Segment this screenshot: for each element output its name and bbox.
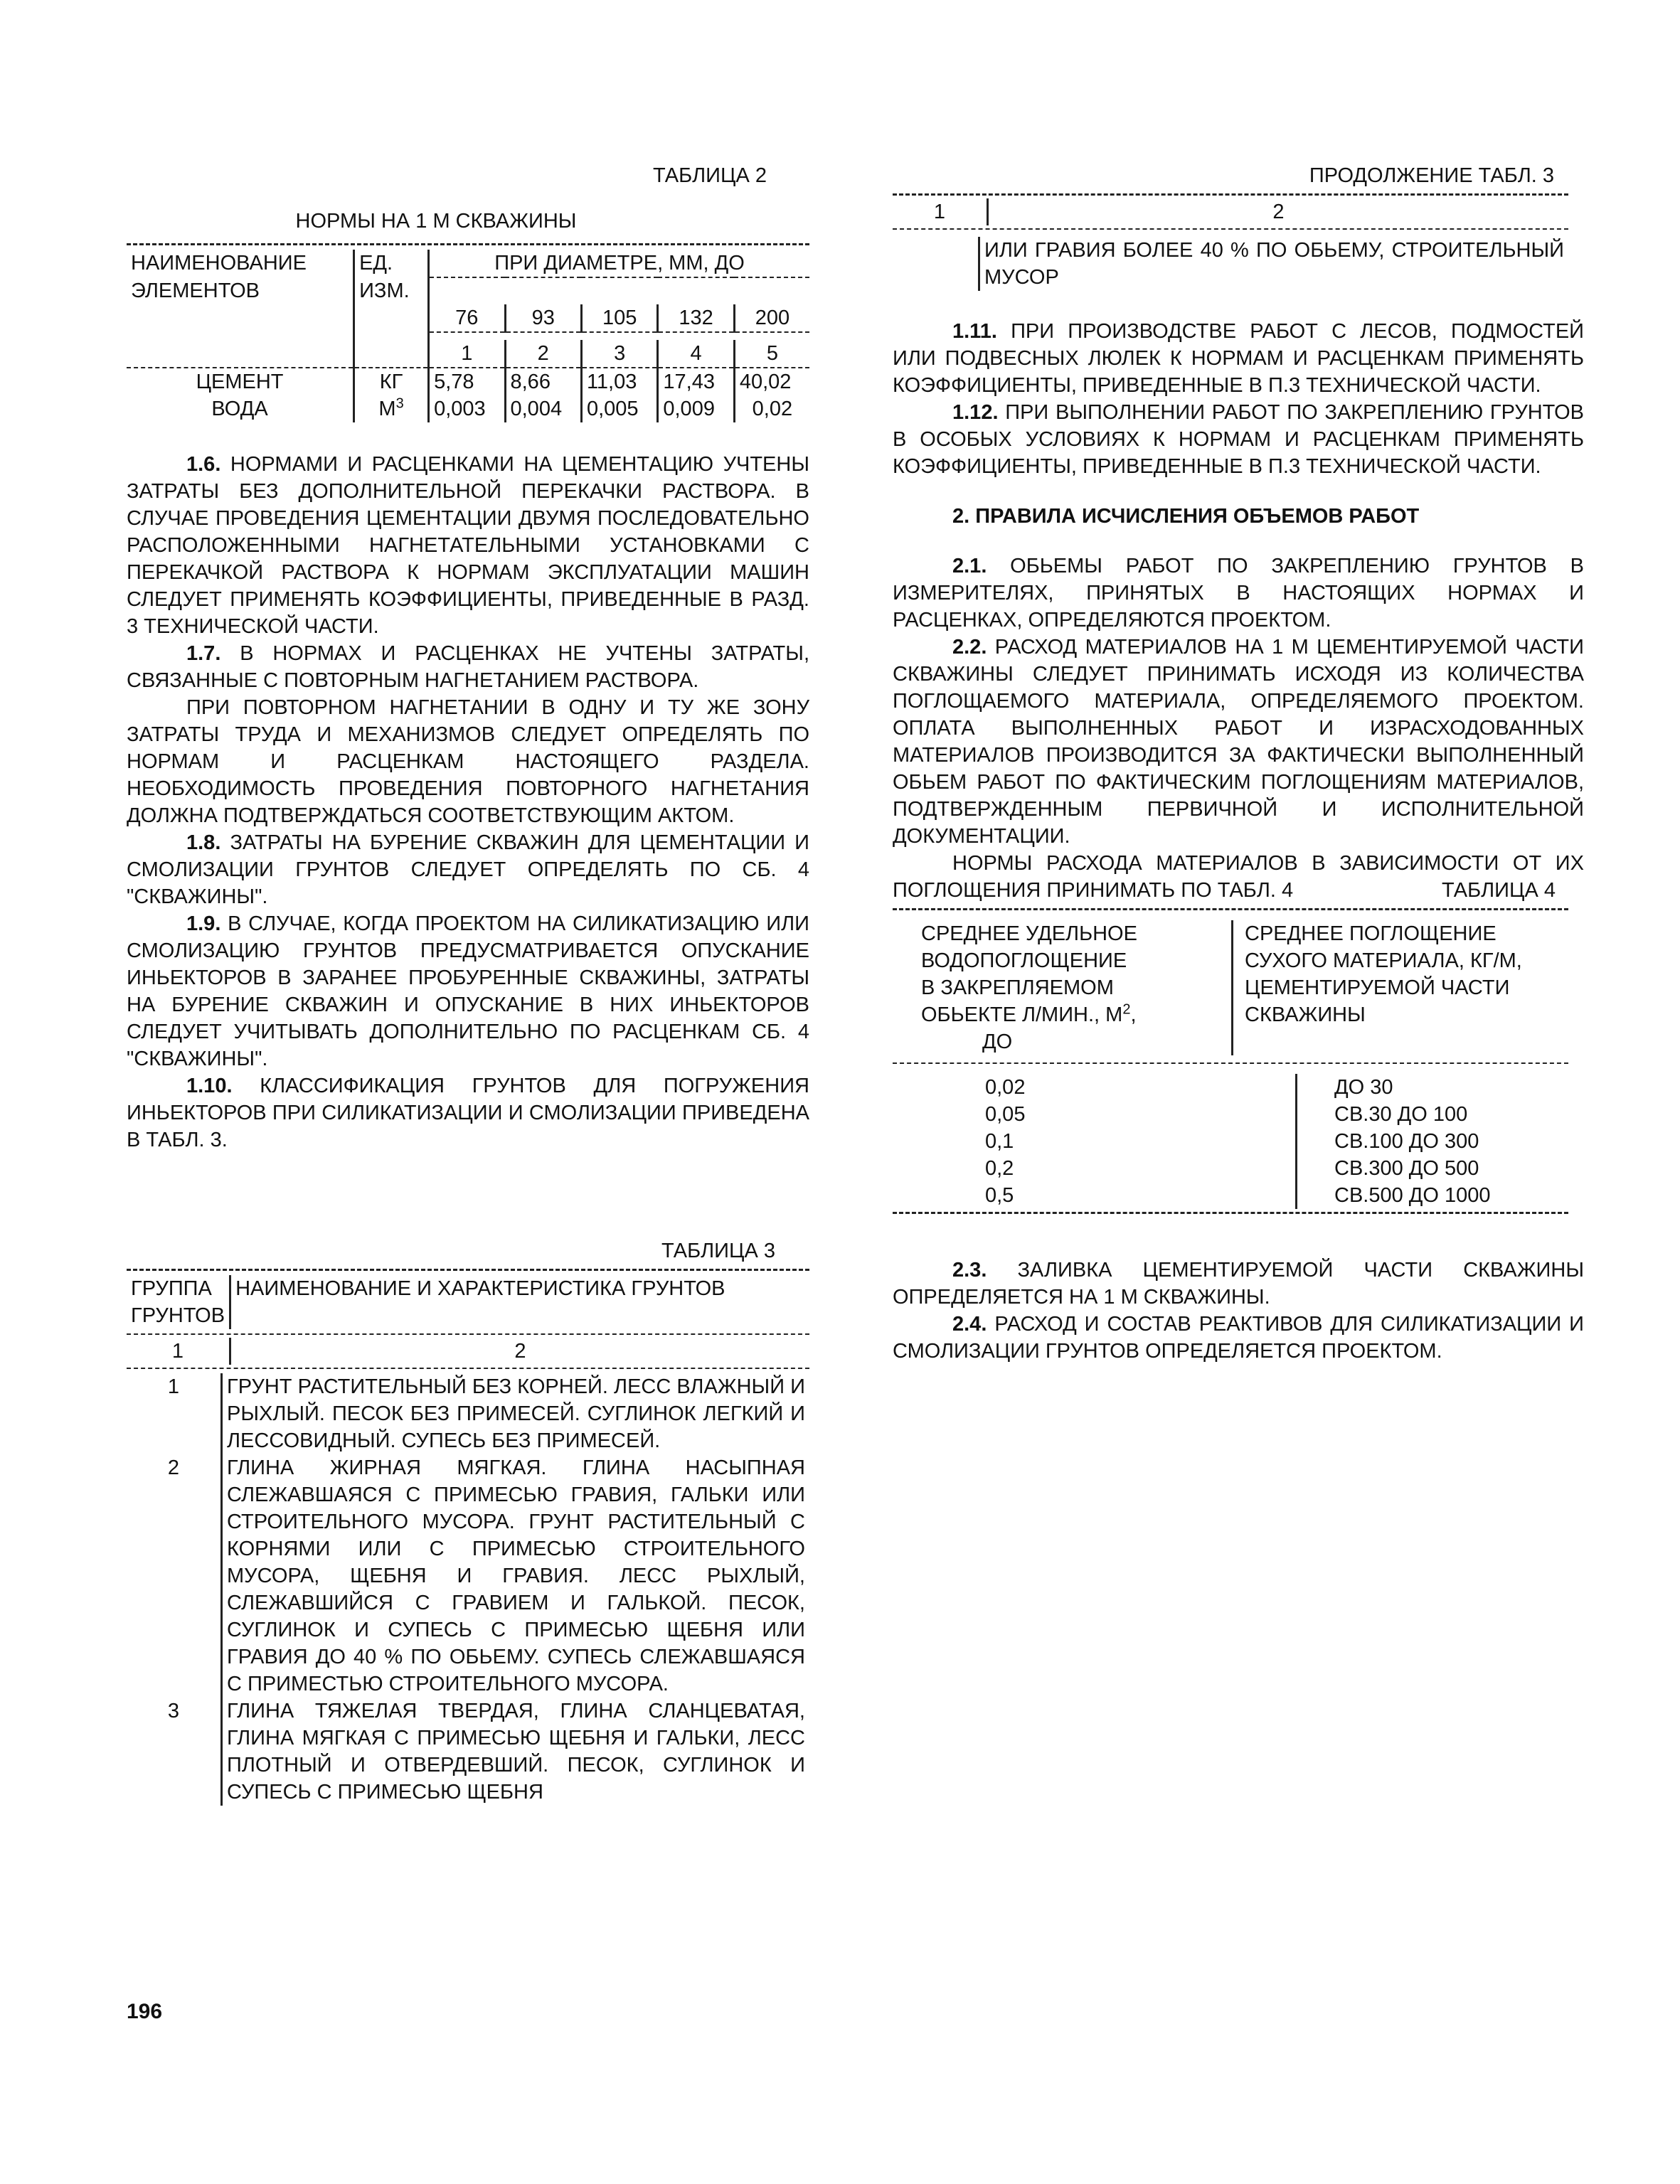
table3-head-group-2: ГРУНТОВ — [131, 1304, 225, 1327]
table2-row-name: ВОДА — [211, 398, 268, 420]
table2-head-unit-2: ИЗМ. — [354, 277, 429, 304]
para-num: 2.3. — [952, 1259, 987, 1282]
para-1-7b: ПРИ ПОВТОРНОМ НАГНЕТАНИИ В ОДНУ И ТУ ЖЕ ЗОНУ ЗАТРАТЫ ТРУДА И МЕХАНИЗМОВ СЛЕДУЕТ ОПРЕДЕЛЯТЬ ПО НОРМАМ И РАСЦЕНКАМ НАСТОЯЩЕГО РАЗДЕЛА. НЕОБХОДИМОСТЬ ПРОВЕДЕНИЯ ПОВТОРНОГО НАГНЕТАНИЯ ДОЛЖНА ПОДТВЕРЖДАТЬСЯ СООТВЕТСТВУЮЩИМ АКТОМ. — [127, 696, 809, 827]
section-2-heading: 2. ПРАВИЛА ИСЧИСЛЕНИЯ ОБЪЕМОВ РАБОТ — [952, 505, 1420, 528]
table4-head-right-line: ЦЕМЕНТИРУЕМОЙ ЧАСТИ — [1245, 976, 1510, 999]
table2-cell: 0,004 — [505, 395, 581, 422]
table-row — [127, 368, 809, 395]
para-text: НОРМЫ РАСХОДА МАТЕРИАЛОВ В ЗАВИСИМОСТИ ОТ ИХ ПОГЛОЩЕНИЯ ПРИНИМАТЬ ПО ТАБЛ. 4 — [893, 852, 1584, 902]
table3-rule — [127, 1333, 809, 1335]
table3-body — [127, 1373, 809, 1806]
table2-cell: 8,66 — [505, 368, 581, 395]
para-num: 2.4. — [952, 1313, 987, 1336]
table2-cell: 0,02 — [734, 395, 809, 422]
table4-cell-a: 0,2 — [985, 1157, 1014, 1180]
para-1-10 — [127, 1072, 809, 1154]
table3-caption: ТАБЛИЦА 3 — [661, 1240, 775, 1262]
table2-row-unit: М — [378, 398, 396, 420]
left-column — [127, 162, 809, 1806]
para-num: 1.12. — [952, 401, 999, 424]
table3-group: 3 — [167, 1700, 180, 1722]
table-row — [127, 1454, 809, 1698]
table3-cont-rule — [893, 228, 1568, 230]
table2-cell: 17,43 — [658, 368, 734, 395]
para-2-1 — [893, 553, 1584, 634]
para-1-6 — [127, 451, 809, 640]
para-2-3 — [893, 1257, 1584, 1311]
table2-col-num: 4 — [658, 340, 734, 368]
para-num: 2.2. — [952, 636, 987, 659]
para-text: В НОРМАХ И РАСЦЕНКАХ НЕ УЧТЕНЫ ЗАТРАТЫ, СВЯЗАННЫЕ С ПОВТОРНЫМ НАГНЕТАНИЕМ РАСТВОРА. — [127, 642, 809, 692]
table2-col-num: 3 — [581, 340, 657, 368]
table4-head-left-line-unit — [921, 1001, 1227, 1028]
table4-cell-b: СВ.30 ДО 100 — [1297, 1101, 1569, 1128]
table4-cell-a: 0,1 — [985, 1130, 1014, 1153]
para-num: 2.1. — [952, 555, 987, 577]
table4-head-right-line: СУХОГО МАТЕРИАЛА, КГ/М, — [1245, 949, 1522, 972]
table4-head-left-line: ОБЬЕКТЕ Л/МИН., М — [921, 1003, 1123, 1026]
table2-head-unit-1: ЕД. — [354, 250, 429, 277]
table2-cell: 11,03 — [581, 368, 657, 395]
para-1-9 — [127, 910, 809, 1072]
table2-row-unit-cell — [354, 395, 429, 422]
para-1-8 — [127, 829, 809, 910]
table-row — [893, 1155, 1568, 1182]
table2-cell: 5,78 — [429, 368, 505, 395]
para-1-7 — [127, 640, 809, 694]
table3-cont-body — [893, 237, 1568, 291]
para-2-2b — [893, 850, 1584, 904]
table4-cell-a: 0,05 — [985, 1103, 1026, 1126]
table2-cell: 0,009 — [658, 395, 734, 422]
table2-diameter: 200 — [734, 304, 809, 332]
table3-group: 1 — [167, 1375, 180, 1398]
para-text: РАСХОД И СОСТАВ РЕАКТИВОВ ДЛЯ СИЛИКАТИЗАЦИИ И СМОЛИЗАЦИИ ГРУНТОВ ОПРЕДЕЛЯЕТСЯ ПРОЕКТОМ. — [893, 1313, 1584, 1363]
table2 — [127, 250, 809, 422]
table2-row-unit-sup: 3 — [395, 395, 404, 412]
table3-header — [127, 1275, 809, 1329]
table3-cont-colnums — [893, 198, 1568, 225]
para-num: 1.10. — [186, 1075, 233, 1097]
table4-head-left — [893, 920, 1233, 1055]
table4-caption: ТАБЛИЦА 4 — [1442, 879, 1556, 902]
table4-head-left-line: СРЕДНЕЕ УДЕЛЬНОЕ — [921, 922, 1137, 945]
table2-title: НОРМЫ НА 1 М СКВАЖИНЫ — [295, 210, 577, 233]
table-row — [127, 395, 809, 422]
table2-top-rule — [127, 243, 809, 245]
para-2-2 — [893, 634, 1584, 850]
table2-diameter: 93 — [505, 304, 581, 332]
para-text: ОБЬЕМЫ РАБОТ ПО ЗАКРЕПЛЕНИЮ ГРУНТОВ В ИЗМЕРИТЕЛЯХ, ПРИНЯТЫХ В НАСТОЯЩИХ НОРМАХ И РАСЦЕНКАХ, ОПРЕДЕЛЯЮТСЯ ПРОЕКТОМ. — [893, 555, 1584, 632]
para-text: РАСХОД МАТЕРИАЛОВ НА 1 М ЦЕМЕНТИРУЕМОЙ ЧАСТИ СКВАЖИНЫ СЛЕДУЕТ ПРИНИМАТЬ ИСХОДЯ ИЗ КОЛИЧЕСТВА ПОГЛОЩАЕМОГО МАТЕРИАЛА, ОПРЕДЕЛЯЕМОГО ПРОЕКТОМ. ОПЛАТА ВЫПОЛНЕННЫХ РАБОТ И ИЗРАСХОДОВАННЫХ МАТЕРИАЛОВ ПРОИЗВОДИТСЯ ЗА ФАКТИЧЕСКИ ВЫПОЛНЕННЫЙ ОБЬЕМ РАБОТ ПО ФАКТИЧЕСКИМ ПОГЛОЩЕНИЯМ МАТЕРИАЛОВ, ПОДТВЕРЖДЕННЫМ ПЕРВИЧНОЙ И ИСПОЛНИТЕЛЬНОЙ ДОКУМЕНТАЦИИ. — [893, 636, 1584, 848]
para-1-11 — [893, 318, 1584, 399]
table2-cell: 0,005 — [581, 395, 657, 422]
table3-col2: 2 — [988, 198, 1569, 225]
table2-col-num: 5 — [734, 340, 809, 368]
table2-diameter: 76 — [429, 304, 505, 332]
para-2-4 — [893, 1311, 1584, 1365]
table-row — [893, 1074, 1568, 1101]
table4-head-left-line: ВОДОПОГЛОЩЕНИЕ — [921, 949, 1127, 972]
table4-rule — [893, 1062, 1568, 1064]
table3-text: ГЛИНА ЖИРНАЯ МЯГКАЯ. ГЛИНА НАСЫПНАЯ СЛЕЖАВШАЯСЯ С ПРИМЕСЬЮ ГРАВИЯ, ГАЛЬКИ ИЛИ СТРОИТЕЛЬНОГО МУСОРА. ГРУНТ РАСТИТЕЛЬНЫЙ С КОРНЯМИ ИЛИ С ПРИМЕСЬЮ СТРОИТЕЛЬНОГО МУСОРА, ЩЕБНЯ И ГРАВИЯ. ЛЕСС РЫХЛЫЙ, СЛЕЖАВШИЙСЯ С ГРАВИЕМ И ГАЛЬКОЙ. ПЕСОК, СУГЛИНОК И СУПЕСЬ С ПРИМЕСЬЮ ЩЕБНЯ ИЛИ ГРАВИЯ ДО 40 % ПО ОБЬЕМУ. СУПЕСЬ СЛЕЖАВШАЯСЯ С ПРИМЕСТЬЮ СТРОИТЕЛЬНОГО МУСОРА. — [222, 1454, 810, 1698]
para-num: 1.6. — [186, 453, 221, 476]
page-number: 196 — [127, 2000, 163, 2023]
table4-head-right-line: СРЕДНЕЕ ПОГЛОЩЕНИЕ — [1245, 922, 1496, 945]
para-text: В СЛУЧАЕ, КОГДА ПРОЕКТОМ НА СИЛИКАТИЗАЦИЮ ИЛИ СМОЛИЗАЦИЮ ГРУНТОВ ПРЕДУСМАТРИВАЕТСЯ ОПУСКАНИЕ ИНЬЕКТОРОВ В ЗАРАНЕЕ ПРОБУРЕННЫЕ СКВАЖИНЫ, ЗАТРАТЫ НА БУРЕНИЕ СКВАЖИН И ОПУСКАНИЕ В НИХ ИНЬЕКТОРОВ СЛЕДУЕТ УЧИТЫВАТЬ ДОПОЛНИТЕЛЬНО ПО РАСЦЕНКАМ СБ. 4 "СКВАЖИНЫ". — [127, 912, 809, 1070]
table4-head-sup: 2 — [1122, 1001, 1131, 1018]
table4-head-right — [1233, 920, 1569, 1055]
table3-cont-text: ИЛИ ГРАВИЯ БОЛЕЕ 40 % ПО ОБЬЕМУ, СТРОИТЕЛЬНЫЙ МУСОР — [979, 237, 1569, 291]
table2-row-name: ЦЕМЕНТ — [127, 368, 354, 395]
table4-cell-b: СВ.100 ДО 300 — [1297, 1128, 1569, 1155]
para-num: 1.8. — [186, 831, 221, 854]
table2-col-num: 1 — [429, 340, 505, 368]
table3-continued-caption: ПРОДОЛЖЕНИЕ ТАБЛ. 3 — [1309, 164, 1554, 187]
para-text: ЗАЛИВКА ЦЕМЕНТИРУЕМОЙ ЧАСТИ СКВАЖИНЫ ОПРЕДЕЛЯЕТСЯ НА 1 М СКВАЖИНЫ. — [893, 1259, 1584, 1309]
table3-col1: 1 — [171, 1340, 184, 1363]
table3-colnums — [127, 1338, 809, 1365]
table2-cell: 0,003 — [429, 395, 505, 422]
table2-head-name-2: ЭЛЕМЕНТОВ — [131, 279, 260, 302]
table-row — [127, 1698, 809, 1806]
table4-head-left-line: В ЗАКРЕПЛЯЕМОМ — [921, 976, 1114, 999]
table4-cell-a: 0,5 — [985, 1184, 1014, 1207]
table3-text: ГЛИНА ТЯЖЕЛАЯ ТВЕРДАЯ, ГЛИНА СЛАНЦЕВАТАЯ, ГЛИНА МЯГКАЯ С ПРИМЕСЬЮ ЩЕБНЯ И ГАЛЬКИ, ЛЕСС ПЛОТНЫЙ И ОТВЕРДЕВШИЙ. ПЕСОК, СУГЛИНОК И СУПЕСЬ С ПРИМЕСЬЮ ЩЕБНЯ — [222, 1698, 810, 1806]
para-num: 1.9. — [186, 912, 221, 935]
table2-col-num: 2 — [505, 340, 581, 368]
table3-col1: 1 — [933, 201, 946, 223]
table4-head-right-line: СКВАЖИНЫ — [1245, 1003, 1366, 1026]
table-row — [893, 1182, 1568, 1209]
para-text: ПРИ ВЫПОЛНЕНИИ РАБОТ ПО ЗАКРЕПЛЕНИЮ ГРУНТОВ В ОСОБЫХ УСЛОВИЯХ К НОРМАМ И РАСЦЕНКАМ ПРИМЕНЯТЬ КОЭФФИЦИЕНТЫ, ПРИВЕДЕННЫЕ В П.3 ТЕХНИЧЕСКОЙ ЧАСТИ. — [893, 401, 1584, 478]
table4-header — [893, 920, 1568, 1055]
table3-text: ГРУНТ РАСТИТЕЛЬНЫЙ БЕЗ КОРНЕЙ. ЛЕСС ВЛАЖНЫЙ И РЫХЛЫЙ. ПЕСОК БЕЗ ПРИМЕСЕЙ. СУГЛИНОК ЛЕГКИЙ И ЛЕССОВИДНЫЙ. СУПЕСЬ БЕЗ ПРИМЕСЕЙ. — [222, 1373, 810, 1454]
para-num: 1.7. — [186, 642, 221, 665]
table3-top-rule — [127, 1269, 809, 1271]
table4-cell-b: ДО 30 — [1297, 1074, 1569, 1101]
table-row — [893, 237, 1568, 291]
para-text: КЛАССИФИКАЦИЯ ГРУНТОВ ДЛЯ ПОГРУЖЕНИЯ ИНЬЕКТОРОВ ПРИ СИЛИКАТИЗАЦИИ И СМОЛИЗАЦИИ ПРИВЕДЕНА В ТАБЛ. 3. — [127, 1075, 809, 1151]
table2-row-unit: КГ — [354, 368, 429, 395]
table3-col2: 2 — [230, 1338, 810, 1365]
table4-head-tail: , — [1130, 1003, 1137, 1026]
table2-diameter: 105 — [581, 304, 657, 332]
table2-head-name-1: НАИМЕНОВАНИЕ — [131, 252, 307, 275]
table2-cell: 40,02 — [734, 368, 809, 395]
table3-rule — [127, 1368, 809, 1369]
table4-cell-b: СВ.500 ДО 1000 — [1297, 1182, 1569, 1209]
table-row — [893, 1101, 1568, 1128]
table4-body — [893, 1074, 1568, 1209]
table-row — [893, 1128, 1568, 1155]
table3-head-group-1: ГРУППА — [131, 1277, 212, 1300]
table4-top-rule — [893, 908, 1568, 910]
table2-diameter: 132 — [658, 304, 734, 332]
table-row — [127, 1373, 809, 1454]
para-num: 1.11. — [952, 320, 997, 343]
table3-head-desc: НАИМЕНОВАНИЕ И ХАРАКТЕРИСТИКА ГРУНТОВ — [230, 1275, 809, 1302]
table4-cell-a: 0,02 — [985, 1076, 1026, 1099]
right-column — [893, 162, 1584, 1365]
para-text: НОРМАМИ И РАСЦЕНКАМИ НА ЦЕМЕНТАЦИЮ УЧТЕНЫ ЗАТРАТЫ БЕЗ ДОПОЛНИТЕЛЬНОЙ ПЕРЕКАЧКИ РАСТВОРА. В СЛУЧАЕ ПРОВЕДЕНИЯ ЦЕМЕНТАЦИИ ДВУМЯ ПОСЛЕДОВАТЕЛЬНО РАСПОЛОЖЕННЫМИ НАГНЕТАТЕЛЬНЫМИ УСТАНОВКАМИ С ПЕРЕКАЧКОЙ РАСТВОРА К НОРМАМ ЭКСПЛУАТАЦИИ МАШИН СЛЕДУЕТ ПРИМЕНЯТЬ КОЭФФИЦИЕНТЫ, ПРИВЕДЕННЫЕ В РАЗД. 3 ТЕХНИЧЕСКОЙ ЧАСТИ. — [127, 453, 809, 638]
table3-group: 2 — [167, 1456, 180, 1479]
table4-cell-b: СВ.300 ДО 500 — [1297, 1155, 1569, 1182]
table2-head-diam: ПРИ ДИАМЕТРЕ, ММ, ДО — [429, 250, 809, 277]
table4-head-left-line: ДО — [982, 1030, 1013, 1053]
table3-cont-rule — [893, 193, 1568, 196]
para-text: ПРИ ПРОИЗВОДСТВЕ РАБОТ С ЛЕСОВ, ПОДМОСТЕЙ ИЛИ ПОДВЕСНЫХ ЛЮЛЕК К НОРМАМ И РАСЦЕНКАМ ПРИМЕНЯТЬ КОЭФФИЦИЕНТЫ, ПРИВЕДЕННЫЕ В П.3 ТЕХНИЧЕСКОЙ ЧАСТИ. — [893, 320, 1585, 397]
table2-caption: ТАБЛИЦА 2 — [653, 164, 767, 187]
para-text: ЗАТРАТЫ НА БУРЕНИЕ СКВАЖИН ДЛЯ ЦЕМЕНТАЦИИ И СМОЛИЗАЦИИ ГРУНТОВ СЛЕДУЕТ ОПРЕДЕЛЯТЬ ПО СБ. 4 "СКВАЖИНЫ". — [127, 831, 809, 908]
para-1-12 — [893, 399, 1584, 480]
